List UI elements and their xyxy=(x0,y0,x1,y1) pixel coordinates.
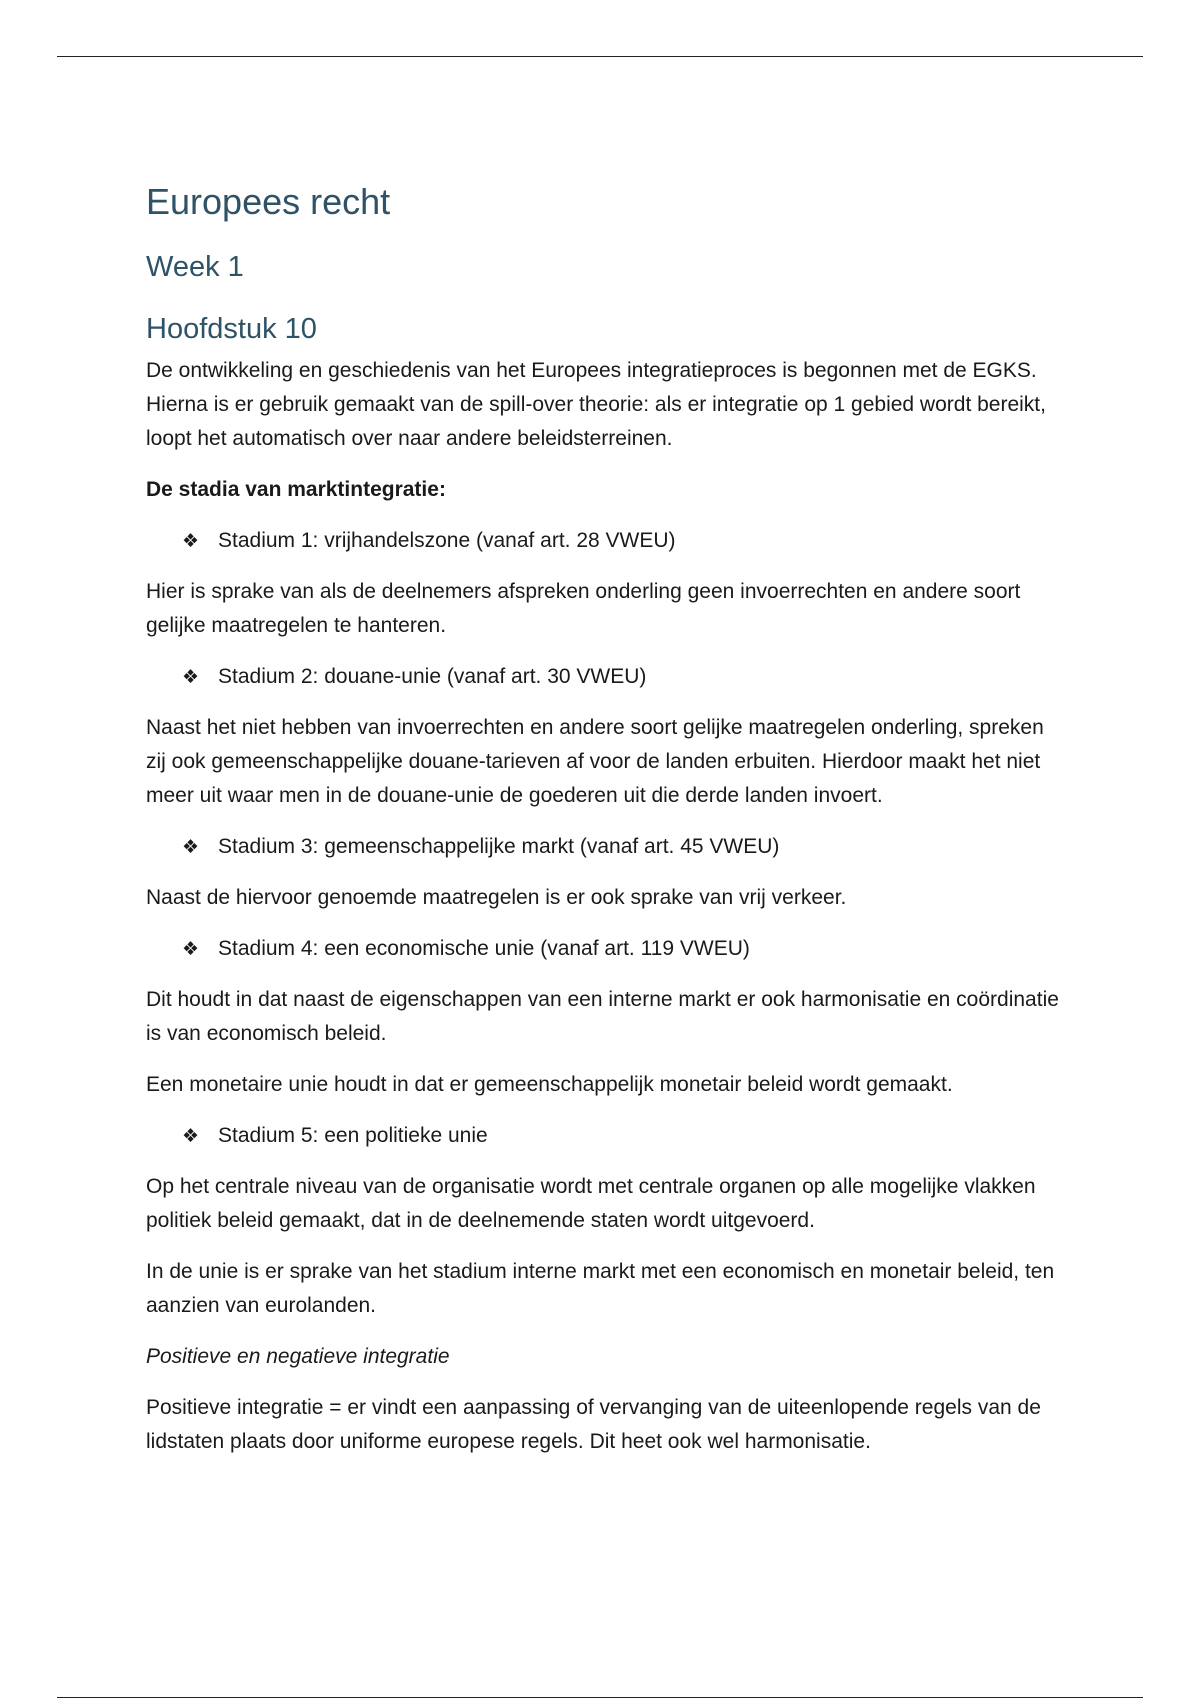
stage-3-paragraph: Naast de hiervoor genoemde maatregelen is er ook sprake van vrij verkeer. xyxy=(146,886,847,909)
bullet-text: Stadium 3: gemeenschappelijke markt (vanaf art. 45 VWEU) xyxy=(218,835,780,858)
positive-integration-paragraph: Positieve integratie = er vindt een aanpassing of vervanging van de uiteenlopende regels van de lidstaten plaats door uniforme europese regels. Dit heet ook wel harmonisatie. xyxy=(146,1396,1041,1453)
diamond-bullet-icon: ❖ xyxy=(182,836,200,858)
bullet-stage-2 xyxy=(146,660,1066,694)
bullet-text: Stadium 2: douane-unie (vanaf art. 30 VWEU) xyxy=(218,665,647,688)
diamond-bullet-icon: ❖ xyxy=(182,1125,200,1147)
diamond-bullet-icon: ❖ xyxy=(182,938,200,960)
header-rule xyxy=(57,56,1143,57)
intro-paragraph: De ontwikkeling en geschiedenis van het Europees integratieproces is begonnen met de EGKS. Hierna is er gebruik gemaakt van de spill-over theorie: als er integratie op 1 gebied wordt bereikt, loopt het automatisch over naar andere beleidsterreinen. xyxy=(146,359,1046,450)
bullet-text: Stadium 1: vrijhandelszone (vanaf art. 28 VWEU) xyxy=(218,529,676,552)
stage-4-paragraph: Dit houdt in dat naast de eigenschappen van een interne markt er ook harmonisatie en coördinatie is van economisch beleid. xyxy=(146,988,1059,1045)
document-title: Europees recht xyxy=(146,181,391,222)
diamond-bullet-icon: ❖ xyxy=(182,530,200,552)
diamond-bullet-icon: ❖ xyxy=(182,666,200,688)
stage-5-paragraph: Op het centrale niveau van de organisatie wordt met centrale organen op alle mogelijke vlakken politiek beleid gemaakt, dat in de deelnemende staten wordt uitgevoerd. xyxy=(146,1175,1036,1232)
bullet-text: Stadium 5: een politieke unie xyxy=(218,1124,488,1147)
bullet-stage-4 xyxy=(146,932,1066,966)
stages-heading: De stadia van marktintegratie: xyxy=(146,478,446,501)
week-heading: Week 1 xyxy=(146,251,244,283)
stage-2-paragraph: Naast het niet hebben van invoerrechten en andere soort gelijke maatregelen onderling, spreken zij ook gemeenschappelijke douane-tarieven af voor de landen erbuiten. Hierdoor maakt het niet meer uit waar men in de douane-unie de goederen uit die derde landen invoert. xyxy=(146,716,1044,807)
monetary-union-paragraph: Een monetaire unie houdt in dat er gemeenschappelijk monetair beleid wordt gemaakt. xyxy=(146,1073,953,1096)
bullet-stage-1 xyxy=(146,524,1066,558)
footer-rule xyxy=(57,1697,1143,1698)
bullet-stage-5 xyxy=(146,1119,1066,1153)
union-paragraph: In de unie is er sprake van het stadium interne markt met een economisch en monetair beleid, ten aanzien van eurolanden. xyxy=(146,1260,1055,1317)
integration-subheading: Positieve en negatieve integratie xyxy=(146,1345,450,1368)
document-body xyxy=(146,178,1066,1476)
bullet-stage-3 xyxy=(146,830,1066,864)
bullet-text: Stadium 4: een economische unie (vanaf art. 119 VWEU) xyxy=(218,937,750,960)
chapter-heading: Hoofdstuk 10 xyxy=(146,313,317,345)
stage-1-paragraph: Hier is sprake van als de deelnemers afspreken onderling geen invoerrechten en andere soort gelijke maatregelen te hanteren. xyxy=(146,580,1021,637)
